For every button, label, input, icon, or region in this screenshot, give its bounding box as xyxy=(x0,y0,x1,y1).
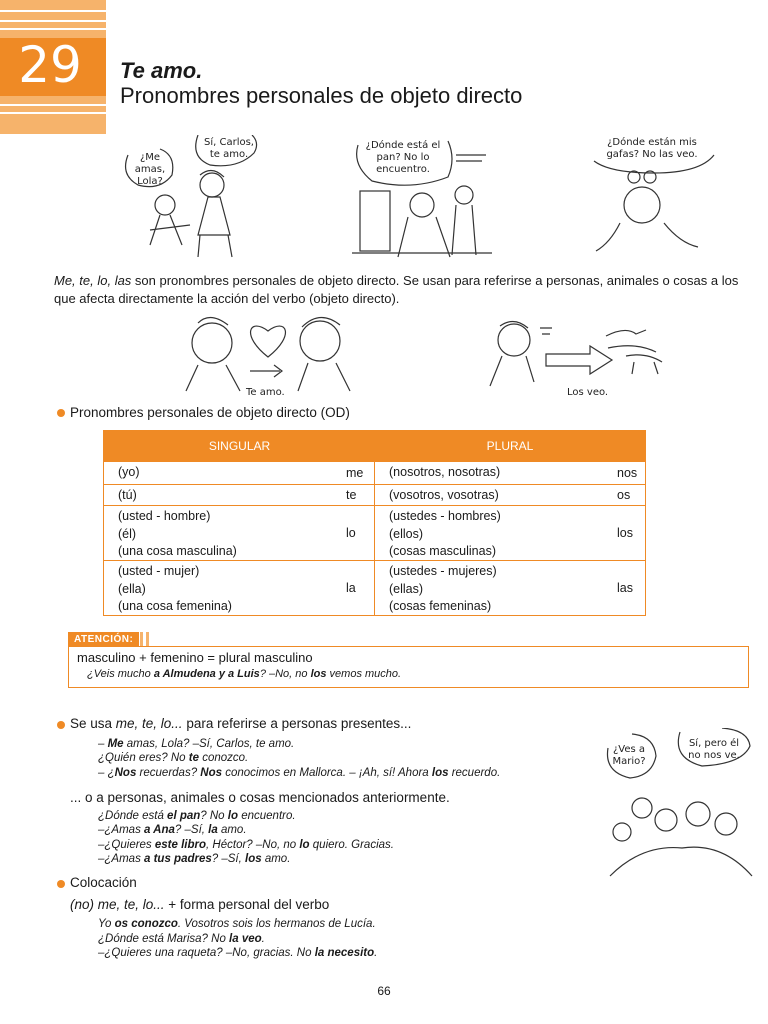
cartoon-bubble: ¿Dónde está el pan? No lo encuentro. xyxy=(365,140,441,175)
section-heading-mencionados: ... o a personas, animales o cosas mencionados anteriormente. xyxy=(70,790,450,805)
pronoun: lo xyxy=(346,526,356,540)
example-line: ¿Quién eres? No te conozco. xyxy=(98,752,249,764)
intro-text: son pronombres personales de objeto directo. Se usan para referirse a personas, animales o cosas a los que afecta directamente la acción del verbo (objeto directo). xyxy=(54,273,739,306)
colocacion-formula: (no) me, te, lo... + forma personal del verbo xyxy=(70,897,330,912)
section-heading-od: Pronombres personales de objeto directo (OD) xyxy=(70,405,350,420)
row-label: (ella) xyxy=(118,581,146,596)
example-line: – ¿Nos recuerdas? Nos conocimos en Mallorca. – ¡Ah, sí! Ahora los recuerdo. xyxy=(98,767,501,779)
chapter-title-italic: Te amo. xyxy=(120,58,203,83)
bullet-dot xyxy=(57,721,65,729)
row-label: (cosas masculinas) xyxy=(389,544,496,558)
pronoun: la xyxy=(346,581,356,595)
example-line: Yo os conozco. Vosotros sois los hermanos de Lucía. xyxy=(98,918,376,930)
pronoun-table xyxy=(103,430,646,616)
table-row xyxy=(104,560,645,615)
atencion-box xyxy=(68,646,749,688)
example-line: –¿Amas a Ana? –Sí, la amo. xyxy=(98,824,247,836)
pronoun: las xyxy=(617,581,633,595)
table-row xyxy=(104,484,645,505)
section-heading-presentes: Se usa me, te, lo... para referirse a personas presentes... xyxy=(70,716,412,731)
header-singular: SINGULAR xyxy=(208,439,271,453)
cartoon-heart xyxy=(180,305,355,393)
example-line: –¿Quieres este libro, Héctor? –No, no lo quiero. Gracias. xyxy=(98,839,394,851)
caption-te-amo: Te amo. xyxy=(246,387,285,398)
chapter-number: 29 xyxy=(18,36,82,94)
section-heading-colocacion: Colocación xyxy=(70,875,137,890)
atencion-rule: masculino + femenino = plural masculino xyxy=(77,650,313,665)
example-line: – Me amas, Lola? –Sí, Carlos, te amo. xyxy=(98,738,295,750)
row-label: (usted - mujer) xyxy=(118,564,200,578)
example-line: ¿Dónde está el pan? No lo encuentro. xyxy=(98,810,296,822)
example-line: –¿Quieres una raqueta? –No, gracias. No la necesito. xyxy=(98,947,378,959)
cartoon-horses xyxy=(486,312,668,390)
row-label: (una cosa femenina) xyxy=(118,599,232,613)
chapter-stripe xyxy=(0,20,106,22)
row-label: (ustedes - hombres) xyxy=(389,509,501,523)
pronoun: te xyxy=(346,488,357,502)
intro-paragraph xyxy=(54,272,746,308)
chapter-stripe xyxy=(0,112,106,114)
intro-lead: Me, te, lo, las xyxy=(54,273,132,288)
chapter-stripe xyxy=(0,104,106,106)
cartoon-bubble: ¿Dónde están mis gafas? No las veo. xyxy=(606,137,698,160)
pronoun: los xyxy=(617,526,633,540)
row-label: (él) xyxy=(118,526,137,541)
bullet-dot xyxy=(57,880,65,888)
example-line: –¿Amas a tus padres? –Sí, los amo. xyxy=(98,853,291,865)
row-label: (nosotros, nosotras) xyxy=(389,465,501,479)
atencion-label: ATENCIÓN: xyxy=(68,632,139,647)
header-plural: PLURAL xyxy=(486,439,534,453)
table-header xyxy=(104,431,645,461)
pronoun: me xyxy=(346,466,364,480)
atencion-example: ¿Veis mucho a Almudena y a Luis? –No, no los vemos mucho. xyxy=(87,668,402,680)
chapter-title: Pronombres personales de objeto directo xyxy=(120,83,523,108)
chapter-stripe xyxy=(0,28,106,30)
table-row xyxy=(104,461,645,484)
row-label: (usted - hombre) xyxy=(118,509,211,523)
row-label: (vosotros, vosotras) xyxy=(389,488,499,502)
cartoon-bubble-left: ¿Me amas, Lola? xyxy=(134,152,166,187)
example-line: ¿Dónde está Marisa? No la veo. xyxy=(98,933,265,945)
atencion-stripe xyxy=(146,632,149,647)
row-label: (ustedes - mujeres) xyxy=(389,564,497,578)
bullet-dot xyxy=(57,409,65,417)
pronoun: nos xyxy=(617,466,638,480)
row-label: (tú) xyxy=(118,488,137,502)
row-label: (cosas femeninas) xyxy=(389,599,492,613)
cartoon-bubble-left: ¿Ves a Mario? xyxy=(612,744,646,767)
page-number: 66 xyxy=(377,984,391,998)
cartoon-bubble-right: Sí, pero él no nos ve. xyxy=(688,738,740,761)
row-label: (una cosa masculina) xyxy=(118,544,237,558)
caption-los-veo: Los veo. xyxy=(567,387,609,398)
cartoon-bubble-right: Sí, Carlos, te amo. xyxy=(204,137,254,160)
row-label: (yo) xyxy=(118,465,140,479)
row-label: (ellos) xyxy=(389,526,424,541)
atencion-stripe xyxy=(140,632,143,647)
chapter-stripe xyxy=(0,10,106,12)
table-row xyxy=(104,505,645,560)
row-label: (ellas) xyxy=(389,581,424,596)
pronoun: os xyxy=(617,488,631,502)
